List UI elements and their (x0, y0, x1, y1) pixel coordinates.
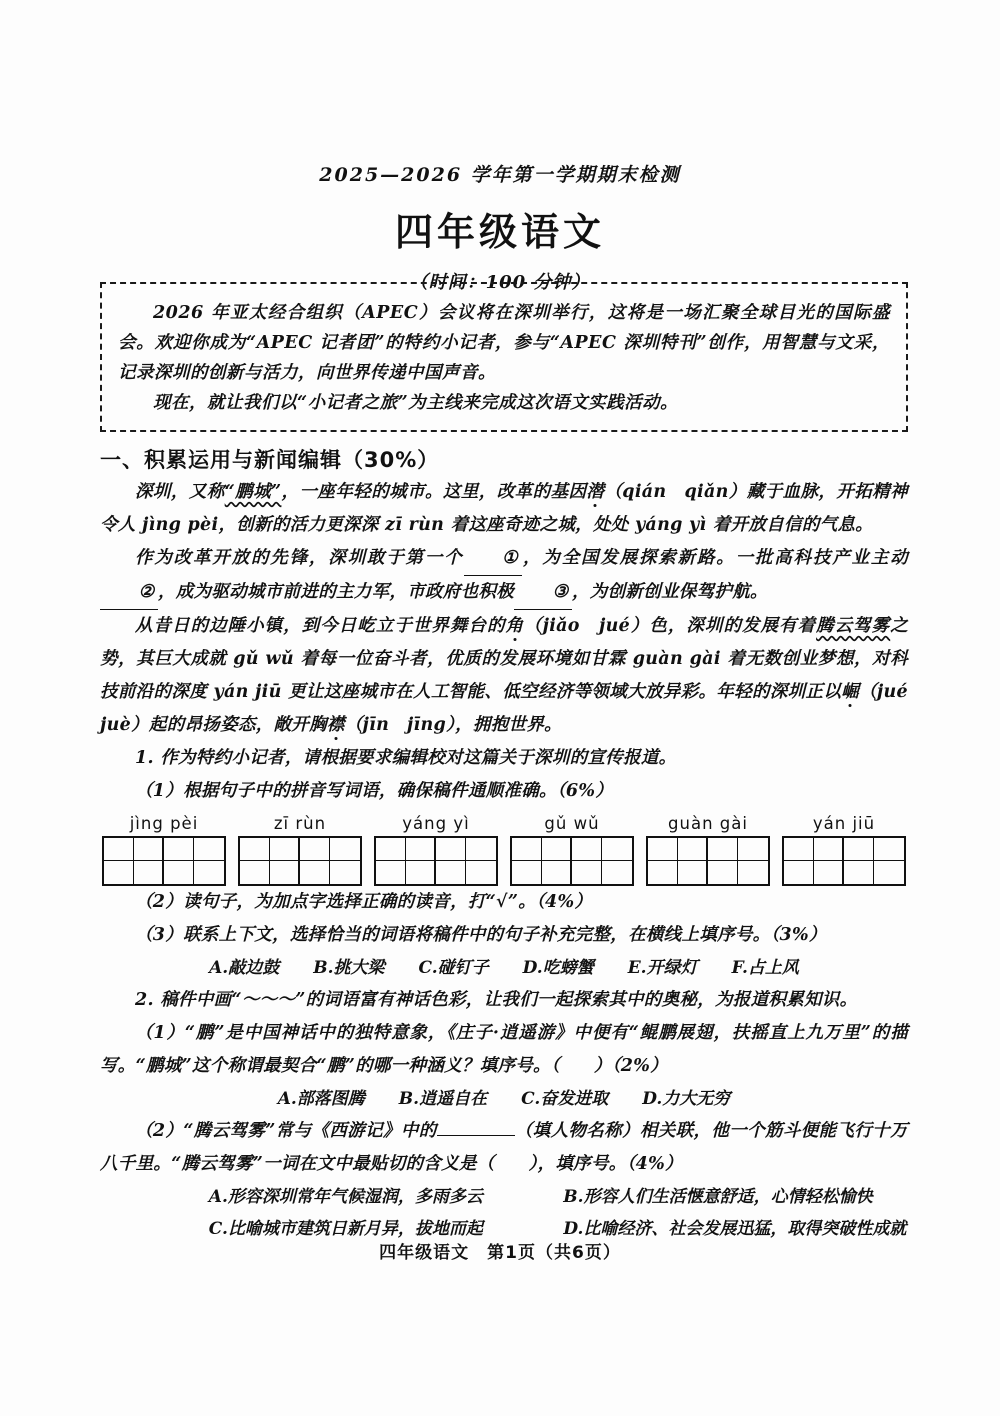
passage-text: （qián qiǎn）藏于血脉，开拓精神令人 jìng pèi，创新的活力更深深 zī rùn 着这座奇迹之城，处处 yáng yì 着开放自信的气息。 (100, 482, 908, 535)
option-f[interactable]: F.占上风 (731, 958, 799, 978)
question-text: （填人物名称）相关联，他一个筋斗便能飞行十万八千里。“腾云驾雾”一词在文中最贴切的含义是（ (100, 1121, 908, 1174)
passage-text: （jué juè）起的昂扬姿态，敞开胸 (100, 682, 926, 735)
page-title: 四年级语文 (394, 210, 605, 254)
wavy-underlined-word-tengyunjiawu: 腾云驾雾 (816, 616, 891, 636)
character-name-blank[interactable] (437, 1135, 515, 1136)
pinyin-label: zī rùn (273, 814, 327, 833)
pinyin-label: gǔ wǔ (544, 814, 600, 833)
passage-text: （jīn jīng），拥抱世界。 (344, 715, 562, 735)
dot-marked-char-jin: 襟 (326, 715, 345, 735)
question-text: ）（2%） (593, 1056, 668, 1076)
option-b[interactable]: B.挑大梁 (313, 958, 385, 978)
wavy-underlined-word-pengcheng: “鹏城” (224, 482, 282, 502)
tianzige-box[interactable] (102, 836, 226, 886)
pinyin-grid-item[interactable] (372, 814, 500, 886)
document-body (100, 282, 926, 1245)
pinyin-label: yán jiū (812, 814, 876, 833)
pinyin-grid-item[interactable] (508, 814, 636, 886)
pinyin-grid-item[interactable] (236, 814, 364, 886)
passage-paragraph-2 (100, 542, 908, 610)
tianzige-box[interactable] (238, 836, 362, 886)
question-text: （2）“腾云驾雾”常与《西游记》中的 (135, 1121, 437, 1141)
pinyin-label: yáng yì (402, 814, 470, 833)
dot-marked-char-jiao: 角 (505, 616, 525, 636)
question-text: ），填序号。（4%） (528, 1154, 683, 1174)
pinyin-label: jìng pèi (129, 814, 199, 833)
question-2-2 (100, 1115, 908, 1181)
exam-term-line: 2025—2026 学年第一学期期末检测 (319, 164, 681, 186)
dot-marked-char-jue: 崛 (841, 682, 860, 702)
question-1-2: （2）读句子，为加点字选择正确的读音，打“√”。（4%） (135, 892, 593, 912)
option-a[interactable]: A.敲边鼓 (209, 958, 280, 978)
question-1-1: （1）根据句子中的拼音写词语，确保稿件通顺准确。（6%） (135, 781, 614, 801)
passage-paragraph-1 (100, 476, 908, 542)
passage-text: ，一座年轻的城市。这里，改革的基因 (281, 482, 587, 502)
option-e[interactable]: E.开绿灯 (627, 958, 698, 978)
option-d[interactable]: D.力大无穷 (642, 1089, 731, 1109)
option-a[interactable]: A.部落图腾 (277, 1089, 365, 1109)
question-2-1 (100, 1017, 908, 1083)
option-c[interactable]: C.碰钉子 (418, 958, 489, 978)
question-text: （1）“鹏”是中国神话中的独特意象，《庄子·逍遥游》中便有“鲲鹏展翅，扶摇直上九万里”的描写。“鹏城”这个称谓最契合“鹏”的哪一种涵义？填序号。（ (100, 1023, 908, 1076)
blank-2[interactable]: ② (100, 576, 158, 610)
option-c[interactable]: C.比喻城市建筑日新月异，拔地而起 (208, 1219, 483, 1239)
pinyin-grid-item[interactable] (100, 814, 228, 886)
pinyin-writing-grids (100, 814, 908, 886)
page-footer: 四年级语文 第1页（共6页） (379, 1243, 621, 1263)
tianzige-box[interactable] (510, 836, 634, 886)
question-1-3-options (100, 952, 908, 984)
passage-text: ，为全国发展探索新路。一批高科技产业主动 (521, 548, 908, 568)
question-1-stem: 1. 作为特约小记者，请根据要求编辑校对这篇关于深圳的宣传报道。 (135, 748, 677, 768)
blank-3[interactable]: ③ (514, 576, 572, 610)
passage-text: 作为改革开放的先锋，深圳敢于第一个 (135, 548, 464, 568)
intro-paragraph-2: 现在，就让我们以“小记者之旅”为主线来完成这次语文实践活动。 (153, 393, 679, 413)
dot-marked-char-qian: 潜 (586, 482, 605, 502)
passage-text: ，成为驱动城市前进的主力军，市政府也积极 (158, 582, 514, 602)
passage-text: 之势，其巨大成就 gǔ wǔ 着每一位奋斗者，优质的发展环境如甘霖 guàn gài 着无数创业梦想，对科技前沿的深度 yán jiū 更让这座城市在人工智能、低空经济等领域大放异彩。年轻的深圳正以 (100, 616, 909, 702)
passage-text: 深圳，又称 (135, 482, 225, 502)
blank-1[interactable]: ① (464, 542, 522, 576)
passage-text: ，为创新创业保驾护航。 (572, 582, 768, 602)
option-b[interactable]: B.逍遥自在 (398, 1089, 488, 1109)
pinyin-grid-item[interactable] (644, 814, 772, 886)
option-d[interactable]: D.吃螃蟹 (522, 958, 594, 978)
question-1-3: （3）联系上下文，选择恰当的词语将稿件中的句子补充完整，在横线上填序号。（3%） (135, 925, 827, 945)
passage-text: 从昔日的边陲小镇，到今日屹立于世界舞台的 (135, 616, 506, 636)
exam-duration: （时间：100 分钟） (409, 272, 591, 293)
section-1-title: 一、积累运用与新闻编辑（30%） (100, 448, 440, 472)
question-2-stem: 2. 稿件中画“〜〜〜”的词语富有神话色彩，让我们一起探索其中的奥秘，为报道积累知识。 (135, 990, 858, 1010)
question-2-1-options (100, 1083, 908, 1115)
intro-box (100, 282, 908, 432)
tianzige-box[interactable] (782, 836, 906, 886)
passage-paragraph-3 (100, 610, 926, 742)
option-c[interactable]: C.奋发进取 (521, 1089, 609, 1109)
page-header (0, 160, 1000, 294)
option-b[interactable]: B.形容人们生活惬意舒适，心情轻松愉快 (563, 1187, 873, 1207)
passage-text: （jiǎo jué）色，深圳的发展有着 (524, 616, 817, 636)
pinyin-label: guàn gài (668, 814, 748, 833)
intro-paragraph-1: 2026 年亚太经合组织（APEC）会议将在深圳举行，这将是一场汇聚全球目光的国际盛会。欢迎你成为“APEC 记者团”的特约小记者，参与“APEC 深圳特刊”创作，用智慧与文采，记录深圳的创新与活力，向世界传递中国声音。 (118, 303, 890, 383)
question-2-2-options-row1 (100, 1181, 908, 1213)
option-d[interactable]: D.比喻经济、社会发展迅猛，取得突破性成就 (563, 1219, 907, 1239)
option-a[interactable]: A.形容深圳常年气候湿润，多雨多云 (208, 1187, 483, 1207)
tianzige-box[interactable] (646, 836, 770, 886)
tianzige-box[interactable] (374, 836, 498, 886)
pinyin-grid-item[interactable] (780, 814, 908, 886)
